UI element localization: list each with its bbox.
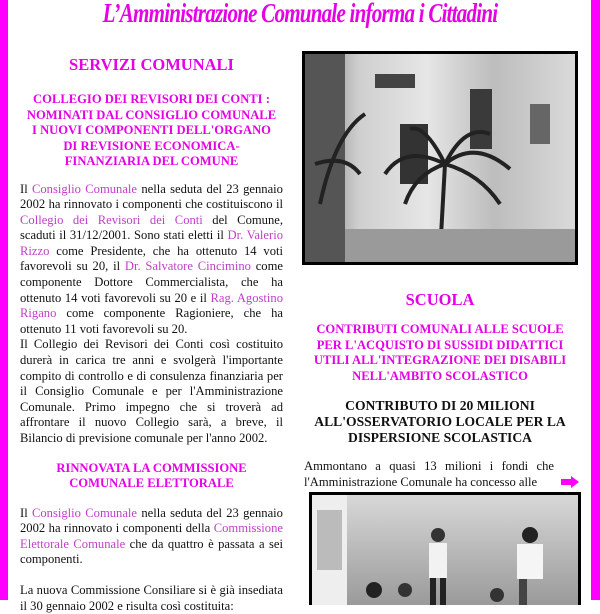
left-border — [0, 0, 8, 600]
article-paragraph: Il Consiglio Comunale nella seduta del 23 gennaio 2002 ha rinnovato i componenti della Commissione Elettorale Comunale che da quattro è passata a sei componenti. — [20, 505, 283, 567]
article-paragraph: Il Collegio dei Revisori dei Conti così costituito durerà in carica tre anni e svolgerà l'importante compito di controllo e di consulenza finanziaria per il Consiglio Comunale e per l'Amministrazione Comunale. Primo impegno che si troverà ad affrontare il nuovo Collegio sarà, a breve, il Bilancio di previsione comunale per l'anno 2002. — [20, 337, 283, 445]
article-headline: CONTRIBUTI COMUNALI ALLE SCUOLE PER L'ACQUISTO DI SUSSIDI DIDATTICI UTILI ALL'INTEGRAZIONE DEI DISABILI NELL'AMBITO SCOLASTICO — [313, 322, 567, 383]
right-column — [304, 290, 576, 490]
left-column — [20, 55, 283, 614]
article-subheadline: CONTRIBUTO DI 20 MILIONI ALL'OSSERVATORIO LOCALE PER LA DISPERSIONE SCOLASTICA — [314, 398, 566, 445]
section-title: SERVIZI COMUNALI — [69, 55, 234, 74]
page-title: L’Amministrazione Comunale informa i Cittadini — [102, 0, 498, 28]
article-headline: RINNOVATA LA COMMISSIONE COMUNALE ELETTORALE — [56, 460, 247, 491]
school-photo — [309, 492, 581, 605]
article-paragraph: Il Consiglio Comunale nella seduta del 23 gennaio 2002 ha rinnovato i componenti che costituiscono il Collegio dei Revisori dei Conti del Comune, scaduti il 31/12/2001. Sono stati eletti il Dr. Valerio Rizzo come Presidente, che ha ottenuto 14 voti favorevoli su 20, il Dr. Salvatore Cincimino come componente Dottore Commercialista, che ha ottenuto 14 voti favorevoli su 20 e il Rag. Agostino Rigano come componente Ragioniere, che ha ottenuto 11 voti favorevoli su 20. — [20, 181, 283, 336]
article-paragraph: La nuova Commissione Consiliare si è già insediata il 30 gennaio 2002 e risulta così costituita: — [20, 582, 283, 613]
right-border — [591, 0, 600, 600]
section-title: SCUOLA — [405, 290, 475, 309]
town-hall-photo — [302, 51, 578, 265]
article-paragraph: Ammontano a quasi 13 milioni i fondi che l'Amministrazione Comunale ha concesso alle — [304, 459, 554, 489]
article-headline: COLLEGIO DEI REVISORI DEI CONTI : NOMINATI DAL CONSIGLIO COMUNALE I NUOVI COMPONENTI DELL'ORGANO DI REVISIONE ECONOMICA- FINANZIARIA DEL COMUNE — [26, 92, 277, 168]
continue-arrow-icon — [561, 476, 579, 488]
